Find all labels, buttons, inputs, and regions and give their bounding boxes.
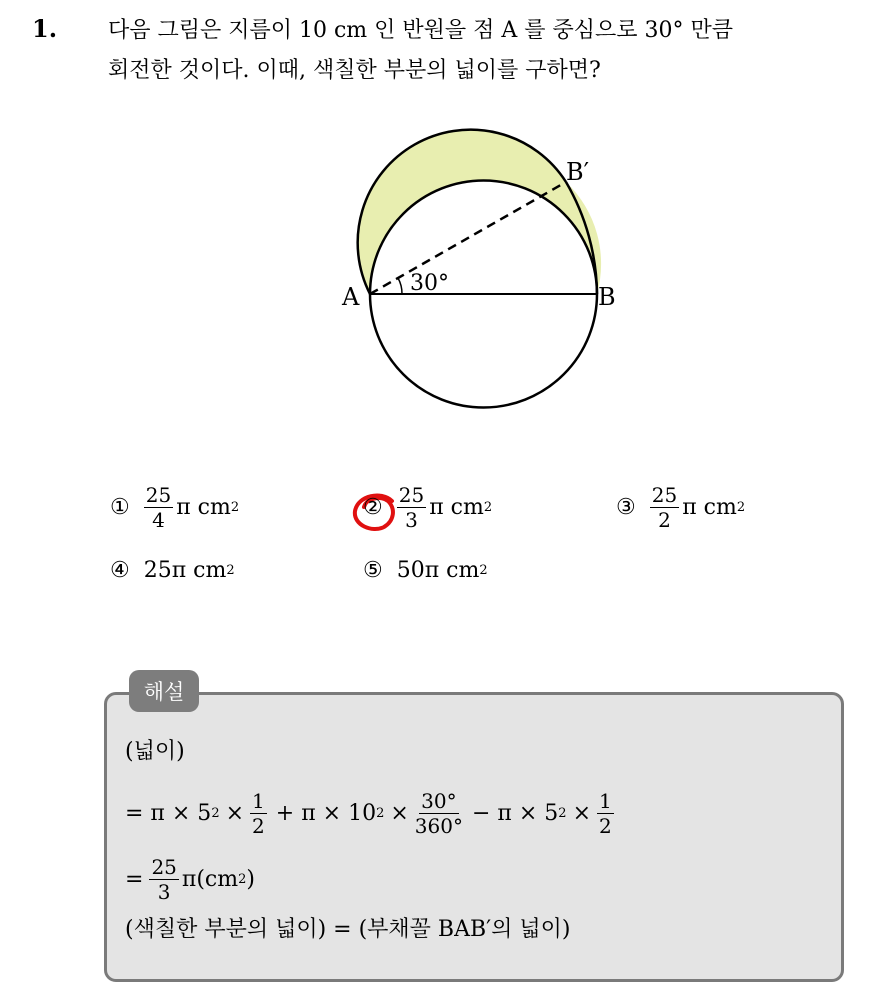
solution-line-4: (색칠한 부분의 넓이) = (부채꼴 BAB′의 넓이)	[125, 917, 571, 942]
solution-times-2: ×	[390, 801, 409, 826]
solution-fraction-3-den: 2	[599, 814, 612, 838]
choice-1-unit: π cm	[176, 495, 231, 520]
choice-3-unit: π cm	[682, 495, 737, 520]
solution-fraction-3-num: 1	[599, 789, 612, 813]
choice-2-exponent: 2	[483, 500, 493, 515]
solution-fraction-1-den: 2	[252, 814, 265, 838]
angle-arc	[398, 278, 402, 294]
choice-3-fraction	[650, 484, 679, 531]
solution-term-a-exp: 2	[211, 806, 220, 821]
solution-fraction-1-num: 1	[252, 789, 265, 813]
choice-1-number: ①	[110, 495, 130, 520]
choice-4-exponent: 2	[226, 563, 235, 578]
label-B-prime: B′	[566, 158, 590, 186]
solution-line-1: (넓이)	[125, 739, 185, 764]
solution-times-1: ×	[225, 801, 245, 826]
solution-equals: =	[125, 867, 144, 892]
solution-term-c-exp: 2	[558, 806, 567, 821]
choice-2-denominator: 3	[405, 508, 418, 532]
choice-1-denominator: 4	[152, 508, 165, 532]
question-number: 1.	[32, 14, 58, 43]
solution-fraction-2	[415, 790, 463, 837]
solution-line-3	[125, 856, 255, 903]
question-text-line-1: 다음 그림은 지름이 10 cm 인 반원을 점 A 를 중심으로 30° 만큼	[108, 18, 734, 43]
choice-3-numerator: 25	[651, 483, 678, 507]
choice-1-fraction	[144, 484, 173, 531]
label-A: A	[342, 283, 360, 311]
solution-fraction-3	[597, 790, 614, 837]
solution-result-den: 3	[157, 880, 171, 904]
solution-result-unit: π(cm	[181, 867, 239, 892]
solution-term-b-exp: 2	[376, 806, 385, 821]
solution-line-2	[125, 790, 617, 837]
solution-term-a: = π × 5	[125, 801, 212, 826]
choice-4[interactable]	[110, 558, 235, 583]
label-B: B	[598, 283, 616, 311]
choice-4-number: ④	[110, 558, 130, 583]
angle-label: 30°	[410, 271, 449, 296]
choice-1-exponent: 2	[230, 500, 240, 515]
choice-3-exponent: 2	[736, 500, 746, 515]
choice-5-exponent: 2	[479, 563, 488, 578]
choice-2-unit: π cm	[429, 495, 484, 520]
solution-times-3: ×	[572, 801, 592, 826]
solution-result-close: )	[246, 867, 255, 892]
solution-term-b: + π × 10	[275, 801, 377, 826]
choice-5-number: ⑤	[363, 558, 383, 583]
solution-fraction-1	[250, 790, 267, 837]
choice-1[interactable]	[110, 484, 239, 531]
choice-2-fraction	[397, 484, 426, 531]
rotated-semicircle-figure	[0, 0, 884, 470]
choice-1-numerator: 25	[145, 483, 172, 507]
choice-5[interactable]	[363, 558, 488, 583]
choice-2-number: ②	[363, 495, 383, 520]
solution-result-fraction	[149, 856, 178, 903]
solution-fraction-2-den: 360°	[414, 814, 463, 838]
solution-result-exp: 2	[238, 872, 247, 887]
solution-fraction-2-num: 30°	[421, 789, 457, 813]
question-text-line-2: 회전한 것이다. 이때, 색칠한 부분의 넓이를 구하면?	[108, 58, 601, 83]
solution-tag: 해설	[129, 670, 199, 712]
shaded-region	[358, 130, 601, 294]
choice-5-text: 50π cm	[396, 558, 480, 583]
choice-3-denominator: 2	[658, 508, 671, 532]
choice-2[interactable]	[363, 484, 492, 531]
choice-2-numerator: 25	[398, 483, 425, 507]
choice-3[interactable]	[616, 484, 745, 531]
choice-4-text: 25π cm	[143, 558, 227, 583]
solution-result-num: 25	[151, 855, 177, 879]
solution-term-c: − π × 5	[471, 801, 559, 826]
choice-3-number: ③	[616, 495, 636, 520]
